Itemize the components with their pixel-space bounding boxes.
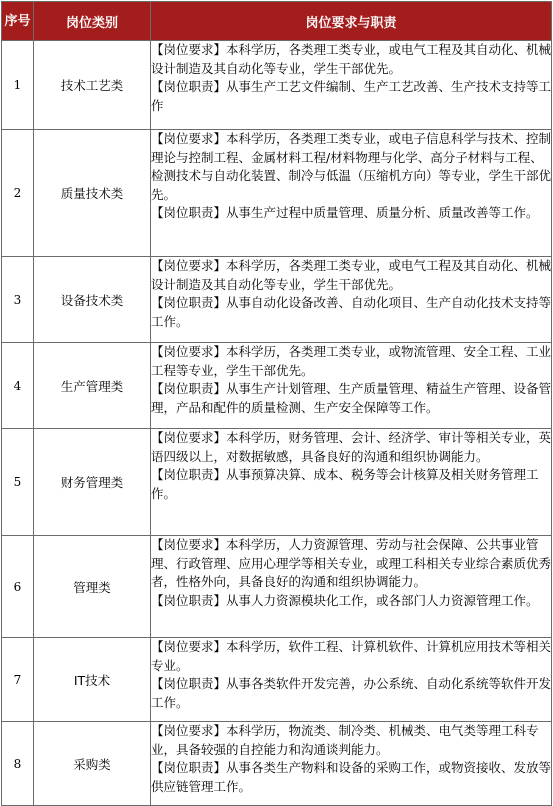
row-requirement: 【岗位要求】本科学历，各类理工类专业，或物流管理、安全工程、工业工程等专业，学生干部优先。	[151, 344, 552, 378]
row-description	[151, 429, 552, 536]
row-seq: 4	[2, 343, 34, 429]
table-row	[2, 429, 552, 536]
row-duty: 【岗位职责】从事预算决算、成本、税务等会计核算及相关财务管理工作。	[151, 467, 539, 501]
row-seq: 2	[2, 130, 34, 257]
row-description	[151, 130, 552, 257]
table-row	[2, 638, 552, 722]
row-seq: 8	[2, 722, 34, 806]
row-seq: 1	[2, 41, 34, 130]
job-positions-table	[1, 1, 552, 806]
row-seq: 6	[2, 536, 34, 638]
row-description	[151, 41, 552, 130]
row-category: IT技术	[34, 638, 151, 722]
row-category: 财务管理类	[34, 429, 151, 536]
row-requirement: 【岗位要求】本科学历，各类理工类专业，或电子信息科学与技术、控制理论与控制工程、金属材料工程/材料物理与化学、高分子材料与工程、检测技术与自动化装置、制冷与低温（压缩机方向）等专业，学生干部优先。	[151, 131, 552, 202]
row-category: 技术工艺类	[34, 41, 151, 130]
row-duty: 【岗位职责】从事生产过程中质量管理、质量分析、质量改善等工作。	[151, 205, 539, 221]
row-requirement: 【岗位要求】本科学历，软件工程、计算机软件、计算机应用技术等相关专业。	[151, 639, 552, 673]
row-duty: 【岗位职责】从事各类生产物料和设备的采购工作，或物资接收、发放等供应链管理工作。	[151, 760, 552, 794]
table-body	[2, 41, 552, 806]
row-category: 采购类	[34, 722, 151, 806]
row-description	[151, 343, 552, 429]
row-seq: 5	[2, 429, 34, 536]
row-category: 管理类	[34, 536, 151, 638]
table-row	[2, 343, 552, 429]
row-duty: 【岗位职责】从事人力资源模块化工作，或各部门人力资源管理工作。	[151, 592, 539, 608]
row-description	[151, 638, 552, 722]
header-category: 岗位类别	[34, 2, 151, 41]
header-seq: 序号	[2, 2, 34, 41]
row-seq: 7	[2, 638, 34, 722]
row-duty: 【岗位职责】从事生产计划管理、生产质量管理、精益生产管理、设备管理，产品和配件的质量检测、生产安全保障等工作。	[151, 381, 552, 415]
row-duty: 【岗位职责】从事自动化设备改善、自动化项目、生产自动化技术支持等工作。	[151, 295, 552, 329]
row-description	[151, 257, 552, 343]
row-requirement: 【岗位要求】本科学历，财务管理、会计、经济学、审计等相关专业，英语四级以上，对数据敏感，具备良好的沟通和组织协调能力。	[151, 430, 552, 464]
table-row	[2, 41, 552, 130]
row-description	[151, 536, 552, 638]
row-requirement: 【岗位要求】本科学历，各类理工类专业，或电气工程及其自动化、机械设计制造及其自动化等专业，学生干部优先。	[151, 42, 552, 76]
row-duty: 【岗位职责】从事生产工艺文件编制、生产工艺改善、生产技术支持等工作	[151, 79, 552, 113]
row-description	[151, 722, 552, 806]
table-header	[2, 2, 552, 41]
table-row	[2, 722, 552, 806]
table-row	[2, 536, 552, 638]
table-row	[2, 130, 552, 257]
table-row	[2, 257, 552, 343]
row-category: 质量技术类	[34, 130, 151, 257]
row-requirement: 【岗位要求】本科学历，人力资源管理、劳动与社会保障、公共事业管理、行政管理、应用心理学等相关专业，或理工科相关专业综合素质优秀者，性格外向，具备良好的沟通和组织协调能力。	[151, 537, 552, 590]
row-category: 设备技术类	[34, 257, 151, 343]
row-category: 生产管理类	[34, 343, 151, 429]
row-seq: 3	[2, 257, 34, 343]
row-requirement: 【岗位要求】本科学历，各类理工类专业，或电气工程及其自动化、机械设计制造及其自动化等专业，学生干部优先。	[151, 258, 552, 292]
header-requirements: 岗位要求与职责	[151, 2, 552, 41]
row-requirement: 【岗位要求】本科学历，物流类、制冷类、机械类、电气类等理工科专业，具备较强的自控能力和沟通谈判能力。	[151, 723, 539, 757]
row-duty: 【岗位职责】从事各类软件开发完善，办公系统、自动化系统等软件开发工作。	[151, 676, 552, 710]
